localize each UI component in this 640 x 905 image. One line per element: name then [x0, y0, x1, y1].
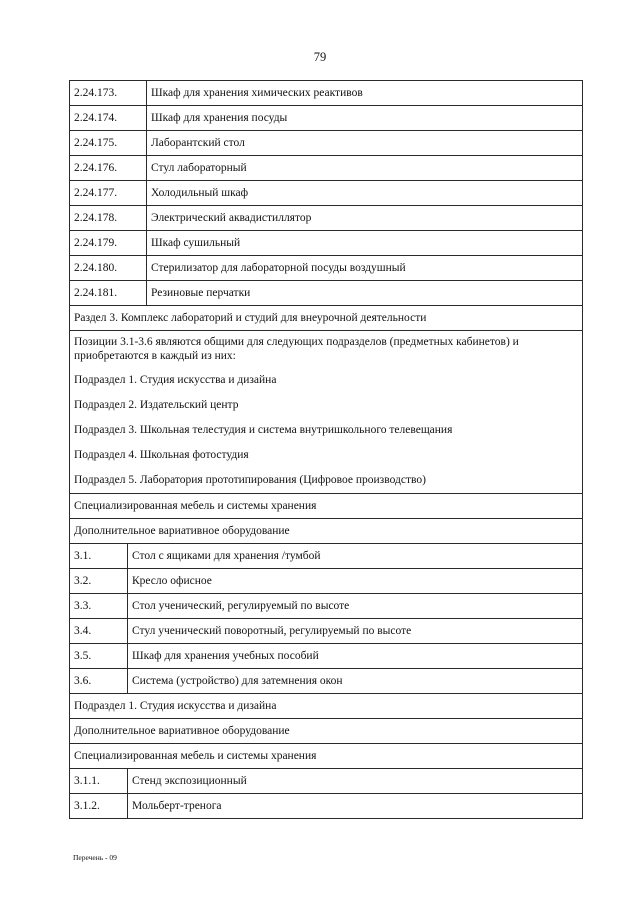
table-row — [70, 106, 583, 131]
item-name: Лаборантский стол — [147, 131, 583, 156]
table-row — [70, 594, 583, 619]
item-code: 3.6. — [70, 669, 128, 694]
table-row — [70, 81, 583, 106]
note-row — [70, 331, 583, 494]
item-code: 3.1.2. — [70, 794, 128, 819]
table-row — [70, 669, 583, 694]
table-row — [70, 619, 583, 644]
page-footer: Перечень - 09 — [73, 853, 117, 862]
item-code: 2.24.175. — [70, 131, 147, 156]
item-name: Электрический аквадистиллятор — [147, 206, 583, 231]
table-row — [70, 156, 583, 181]
item-name: Шкаф для хранения учебных пособий — [128, 644, 583, 669]
item-name: Стенд экспозиционный — [128, 769, 583, 794]
item-code: 2.24.176. — [70, 156, 147, 181]
item-name: Стол ученический, регулируемый по высоте — [128, 594, 583, 619]
group-heading: Дополнительное вариативное оборудование — [70, 519, 583, 544]
item-name: Стул лабораторный — [147, 156, 583, 181]
group-heading: Дополнительное вариативное оборудование — [70, 719, 583, 744]
item-code: 2.24.179. — [70, 231, 147, 256]
item-code: 3.5. — [70, 644, 128, 669]
section-note: Позиции 3.1-3.6 являются общими для следующих подразделов (предметных кабинетов) и приобретаются в каждый из них: — [74, 336, 519, 362]
item-name: Стул ученический поворотный, регулируемый по высоте — [128, 619, 583, 644]
table-row — [70, 131, 583, 156]
subsection-heading-row — [70, 694, 583, 719]
group-row — [70, 719, 583, 744]
table-row — [70, 256, 583, 281]
section-heading-row — [70, 306, 583, 331]
item-name: Шкаф для хранения химических реактивов — [147, 81, 583, 106]
item-code: 3.1. — [70, 544, 128, 569]
item-name: Резиновые перчатки — [147, 281, 583, 306]
item-code: 2.24.177. — [70, 181, 147, 206]
subsection-item: Подраздел 4. Школьная фотостудия — [74, 449, 249, 461]
group-row — [70, 744, 583, 769]
item-name: Система (устройство) для затемнения окон — [128, 669, 583, 694]
table-row — [70, 206, 583, 231]
item-name: Мольберт-тренога — [128, 794, 583, 819]
group-row — [70, 519, 583, 544]
item-code: 2.24.180. — [70, 256, 147, 281]
item-code: 2.24.178. — [70, 206, 147, 231]
subsection-item: Подраздел 2. Издательский центр — [74, 399, 239, 411]
item-code: 2.24.181. — [70, 281, 147, 306]
subsection-heading: Подраздел 1. Студия искусства и дизайна — [70, 694, 583, 719]
item-code: 2.24.174. — [70, 106, 147, 131]
table-row — [70, 181, 583, 206]
item-name: Кресло офисное — [128, 569, 583, 594]
section-heading: Раздел 3. Комплекс лабораторий и студий для внеурочной деятельности — [70, 306, 583, 331]
table-row — [70, 644, 583, 669]
item-code: 3.4. — [70, 619, 128, 644]
table-row — [70, 231, 583, 256]
table-row — [70, 281, 583, 306]
table-row — [70, 569, 583, 594]
item-name: Стол с ящиками для хранения /тумбой — [128, 544, 583, 569]
item-name: Холодильный шкаф — [147, 181, 583, 206]
table-row — [70, 544, 583, 569]
group-heading: Специализированная мебель и системы хранения — [70, 744, 583, 769]
item-name: Шкаф для хранения посуды — [147, 106, 583, 131]
subsection-item: Подраздел 1. Студия искусства и дизайна — [74, 374, 277, 386]
item-code: 2.24.173. — [70, 81, 147, 106]
group-heading: Специализированная мебель и системы хранения — [70, 494, 583, 519]
table-row — [70, 769, 583, 794]
equipment-table — [69, 80, 583, 819]
subsection-item: Подраздел 3. Школьная телестудия и система внутришкольного телевещания — [74, 424, 453, 436]
item-name: Шкаф сушильный — [147, 231, 583, 256]
item-code: 3.1.1. — [70, 769, 128, 794]
item-code: 3.3. — [70, 594, 128, 619]
item-name: Стерилизатор для лабораторной посуды воздушный — [147, 256, 583, 281]
item-code: 3.2. — [70, 569, 128, 594]
page-number: 79 — [313, 50, 327, 64]
table-row — [70, 794, 583, 819]
group-row — [70, 494, 583, 519]
subsection-item: Подраздел 5. Лаборатория прототипирования (Цифровое производство) — [74, 474, 426, 486]
